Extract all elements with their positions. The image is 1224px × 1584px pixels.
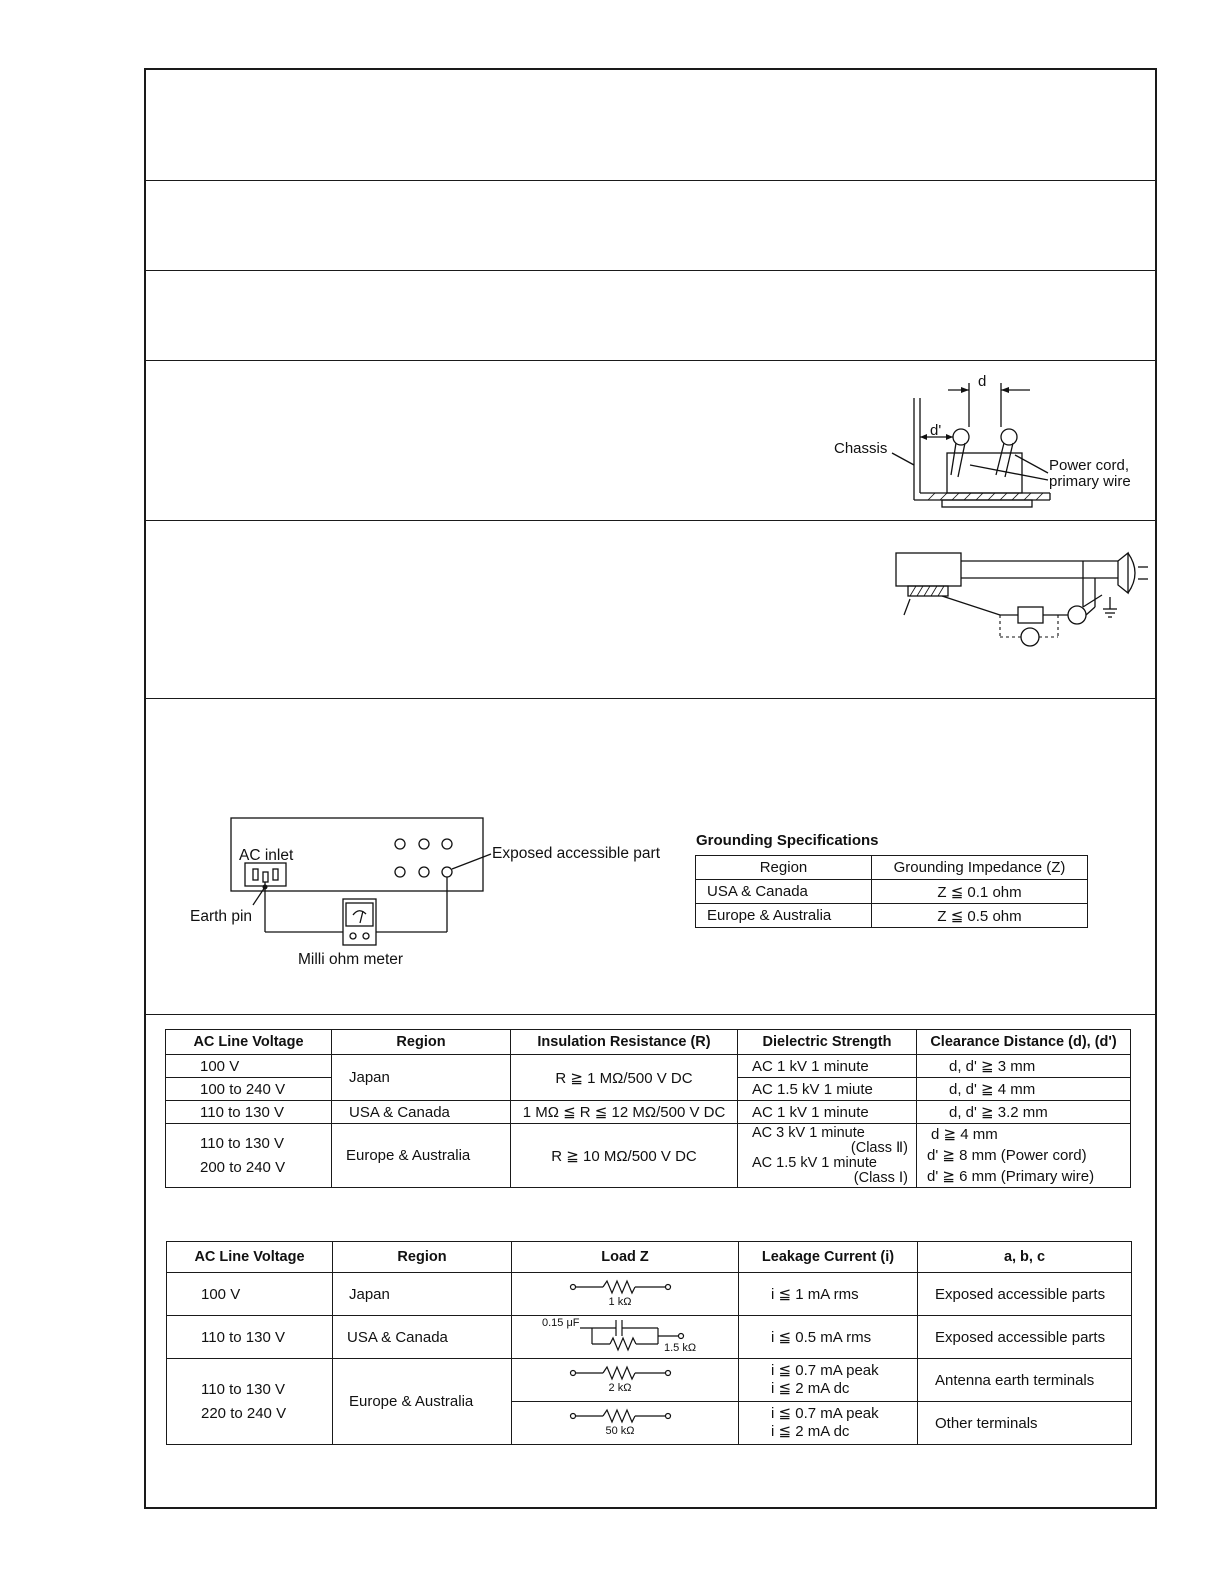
cell-dielectric: AC 1 kV 1 minute [738, 1055, 917, 1078]
cell-terminals: Antenna earth terminals [918, 1359, 1132, 1402]
cell-clearance: d, d' ≧ 3.2 mm [917, 1101, 1131, 1124]
current-line: i ≦ 2 mA dc [771, 1380, 850, 1397]
label-power-cord: Power cord, [1049, 457, 1130, 474]
cell-region: USA & Canada [696, 880, 872, 904]
cell-terminals: Exposed accessible parts [918, 1316, 1132, 1359]
cell-insulation: R ≧ 10 MΩ/500 V DC [511, 1124, 738, 1188]
table-row [167, 1359, 1132, 1402]
insulation-spec-table [165, 1029, 1131, 1188]
section-divider [146, 698, 1155, 699]
header-voltage: AC Line Voltage [167, 1242, 333, 1273]
cell-region: USA & Canada [332, 1101, 511, 1124]
cell-load [512, 1316, 739, 1359]
table-row [167, 1316, 1132, 1359]
cell-voltage [167, 1359, 333, 1445]
cell-current: i ≦ 0.5 mA rms [739, 1316, 918, 1359]
cell-region: Japan [333, 1273, 512, 1316]
cell-dielectric [738, 1124, 917, 1188]
header-dielectric: Dielectric Strength [738, 1030, 917, 1055]
cell-clearance: d, d' ≧ 3 mm [917, 1055, 1131, 1078]
cell-clearance: d, d' ≧ 4 mm [917, 1078, 1131, 1101]
leakage-test-circuit-figure [890, 545, 1152, 655]
table-header-row [696, 856, 1088, 880]
section-divider [146, 360, 1155, 361]
cell-dielectric: AC 1.5 kV 1 miute [738, 1078, 917, 1101]
header-clearance: Clearance Distance (d), (d') [917, 1030, 1131, 1055]
grounding-spec-title: Grounding Specifications [696, 832, 879, 849]
dielectric-line: AC 3 kV 1 minute [752, 1124, 865, 1141]
label-earth-pin: Earth pin [190, 908, 253, 925]
table-row [166, 1101, 1131, 1124]
cell-region: USA & Canada [333, 1316, 512, 1359]
dielectric-line: AC 1.5 kV 1 minute [752, 1154, 877, 1171]
cell-region: Europe & Australia [696, 904, 872, 928]
cell-insulation: 1 MΩ ≦ R ≦ 12 MΩ/500 V DC [511, 1101, 738, 1124]
load-value: 2 kΩ [608, 1382, 632, 1394]
label-milli-ohm-meter: Milli ohm meter [298, 951, 404, 968]
section-divider [146, 520, 1155, 521]
resistor-symbol [565, 1404, 685, 1438]
current-line: i ≦ 0.7 mA peak [771, 1405, 879, 1422]
load-value: 1 kΩ [608, 1296, 632, 1308]
cell-terminals: Other terminals [918, 1402, 1132, 1445]
table-header-row [167, 1242, 1132, 1273]
resistor-symbol [565, 1361, 685, 1395]
clearance-line: d' ≧ 8 mm (Power cord) [927, 1147, 1087, 1164]
label-primary-wire: primary wire [1049, 473, 1131, 490]
cell-region: Japan [332, 1055, 511, 1101]
cell-load [512, 1402, 739, 1445]
cell-insulation: R ≧ 1 MΩ/500 V DC [511, 1055, 738, 1101]
voltage-line: 220 to 240 V [201, 1404, 287, 1422]
table-row [167, 1273, 1132, 1316]
current-line: i ≦ 0.7 mA peak [771, 1362, 879, 1379]
cell-voltage: 100 V [166, 1055, 332, 1078]
cell-current [739, 1402, 918, 1445]
cell-terminals: Exposed accessible parts [918, 1273, 1132, 1316]
grounding-spec-table [695, 855, 1088, 928]
cell-voltage [166, 1124, 332, 1188]
section-divider [146, 270, 1155, 271]
grounding-test-figure [185, 815, 685, 975]
clearance-distance-figure [820, 365, 1155, 515]
header-region: Region [333, 1242, 512, 1273]
header-voltage: AC Line Voltage [166, 1030, 332, 1055]
cell-current [739, 1359, 918, 1402]
label-exposed-part: Exposed accessible part [492, 845, 661, 862]
label-d: d [978, 373, 987, 390]
header-region: Region [696, 856, 872, 880]
cell-load [512, 1273, 739, 1316]
cell-region: Europe & Australia [333, 1359, 512, 1445]
capacitor-value: 0.15 μF [542, 1317, 580, 1329]
table-row [696, 904, 1088, 928]
cell-impedance: Z ≦ 0.5 ohm [872, 904, 1088, 928]
header-insulation: Insulation Resistance (R) [511, 1030, 738, 1055]
header-load: Load Z [512, 1242, 739, 1273]
table-header-row [166, 1030, 1131, 1055]
cell-voltage: 110 to 130 V [166, 1101, 332, 1124]
cell-clearance [917, 1124, 1131, 1188]
cell-voltage: 100 to 240 V [166, 1078, 332, 1101]
resistor-value: 1.5 kΩ [664, 1342, 697, 1354]
cell-impedance: Z ≦ 0.1 ohm [872, 880, 1088, 904]
load-value: 50 kΩ [605, 1425, 635, 1437]
header-impedance: Grounding Impedance (Z) [872, 856, 1088, 880]
voltage-line: 110 to 130 V [201, 1380, 285, 1398]
section-divider [146, 1014, 1155, 1015]
clearance-line: d ≧ 4 mm [931, 1126, 998, 1143]
table-row [696, 880, 1088, 904]
cell-region: Europe & Australia [332, 1124, 511, 1188]
table-row [166, 1055, 1131, 1078]
label-ac-inlet: AC inlet [239, 847, 294, 864]
cell-voltage: 110 to 130 V [167, 1316, 333, 1359]
label-chassis: Chassis [834, 440, 888, 457]
table-row [166, 1124, 1131, 1188]
voltage-line: 200 to 240 V [200, 1158, 286, 1176]
header-region: Region [332, 1030, 511, 1055]
header-leakage: Leakage Current (i) [739, 1242, 918, 1273]
section-divider [146, 180, 1155, 181]
current-line: i ≦ 2 mA dc [771, 1423, 850, 1440]
leakage-current-table [166, 1241, 1132, 1445]
cell-voltage: 100 V [167, 1273, 333, 1316]
cell-dielectric: AC 1 kV 1 minute [738, 1101, 917, 1124]
class-label: (Class Ⅱ) [850, 1139, 908, 1156]
rc-network-symbol [540, 1316, 710, 1354]
voltage-line: 110 to 130 V [200, 1134, 284, 1152]
header-terminals: a, b, c [918, 1242, 1132, 1273]
cell-load [512, 1359, 739, 1402]
clearance-line: d' ≧ 6 mm (Primary wire) [927, 1168, 1095, 1185]
class-label: (Class Ⅰ) [853, 1169, 908, 1186]
cell-current: i ≦ 1 mA rms [739, 1273, 918, 1316]
resistor-symbol [565, 1275, 685, 1309]
label-d-prime: d' [930, 422, 942, 439]
